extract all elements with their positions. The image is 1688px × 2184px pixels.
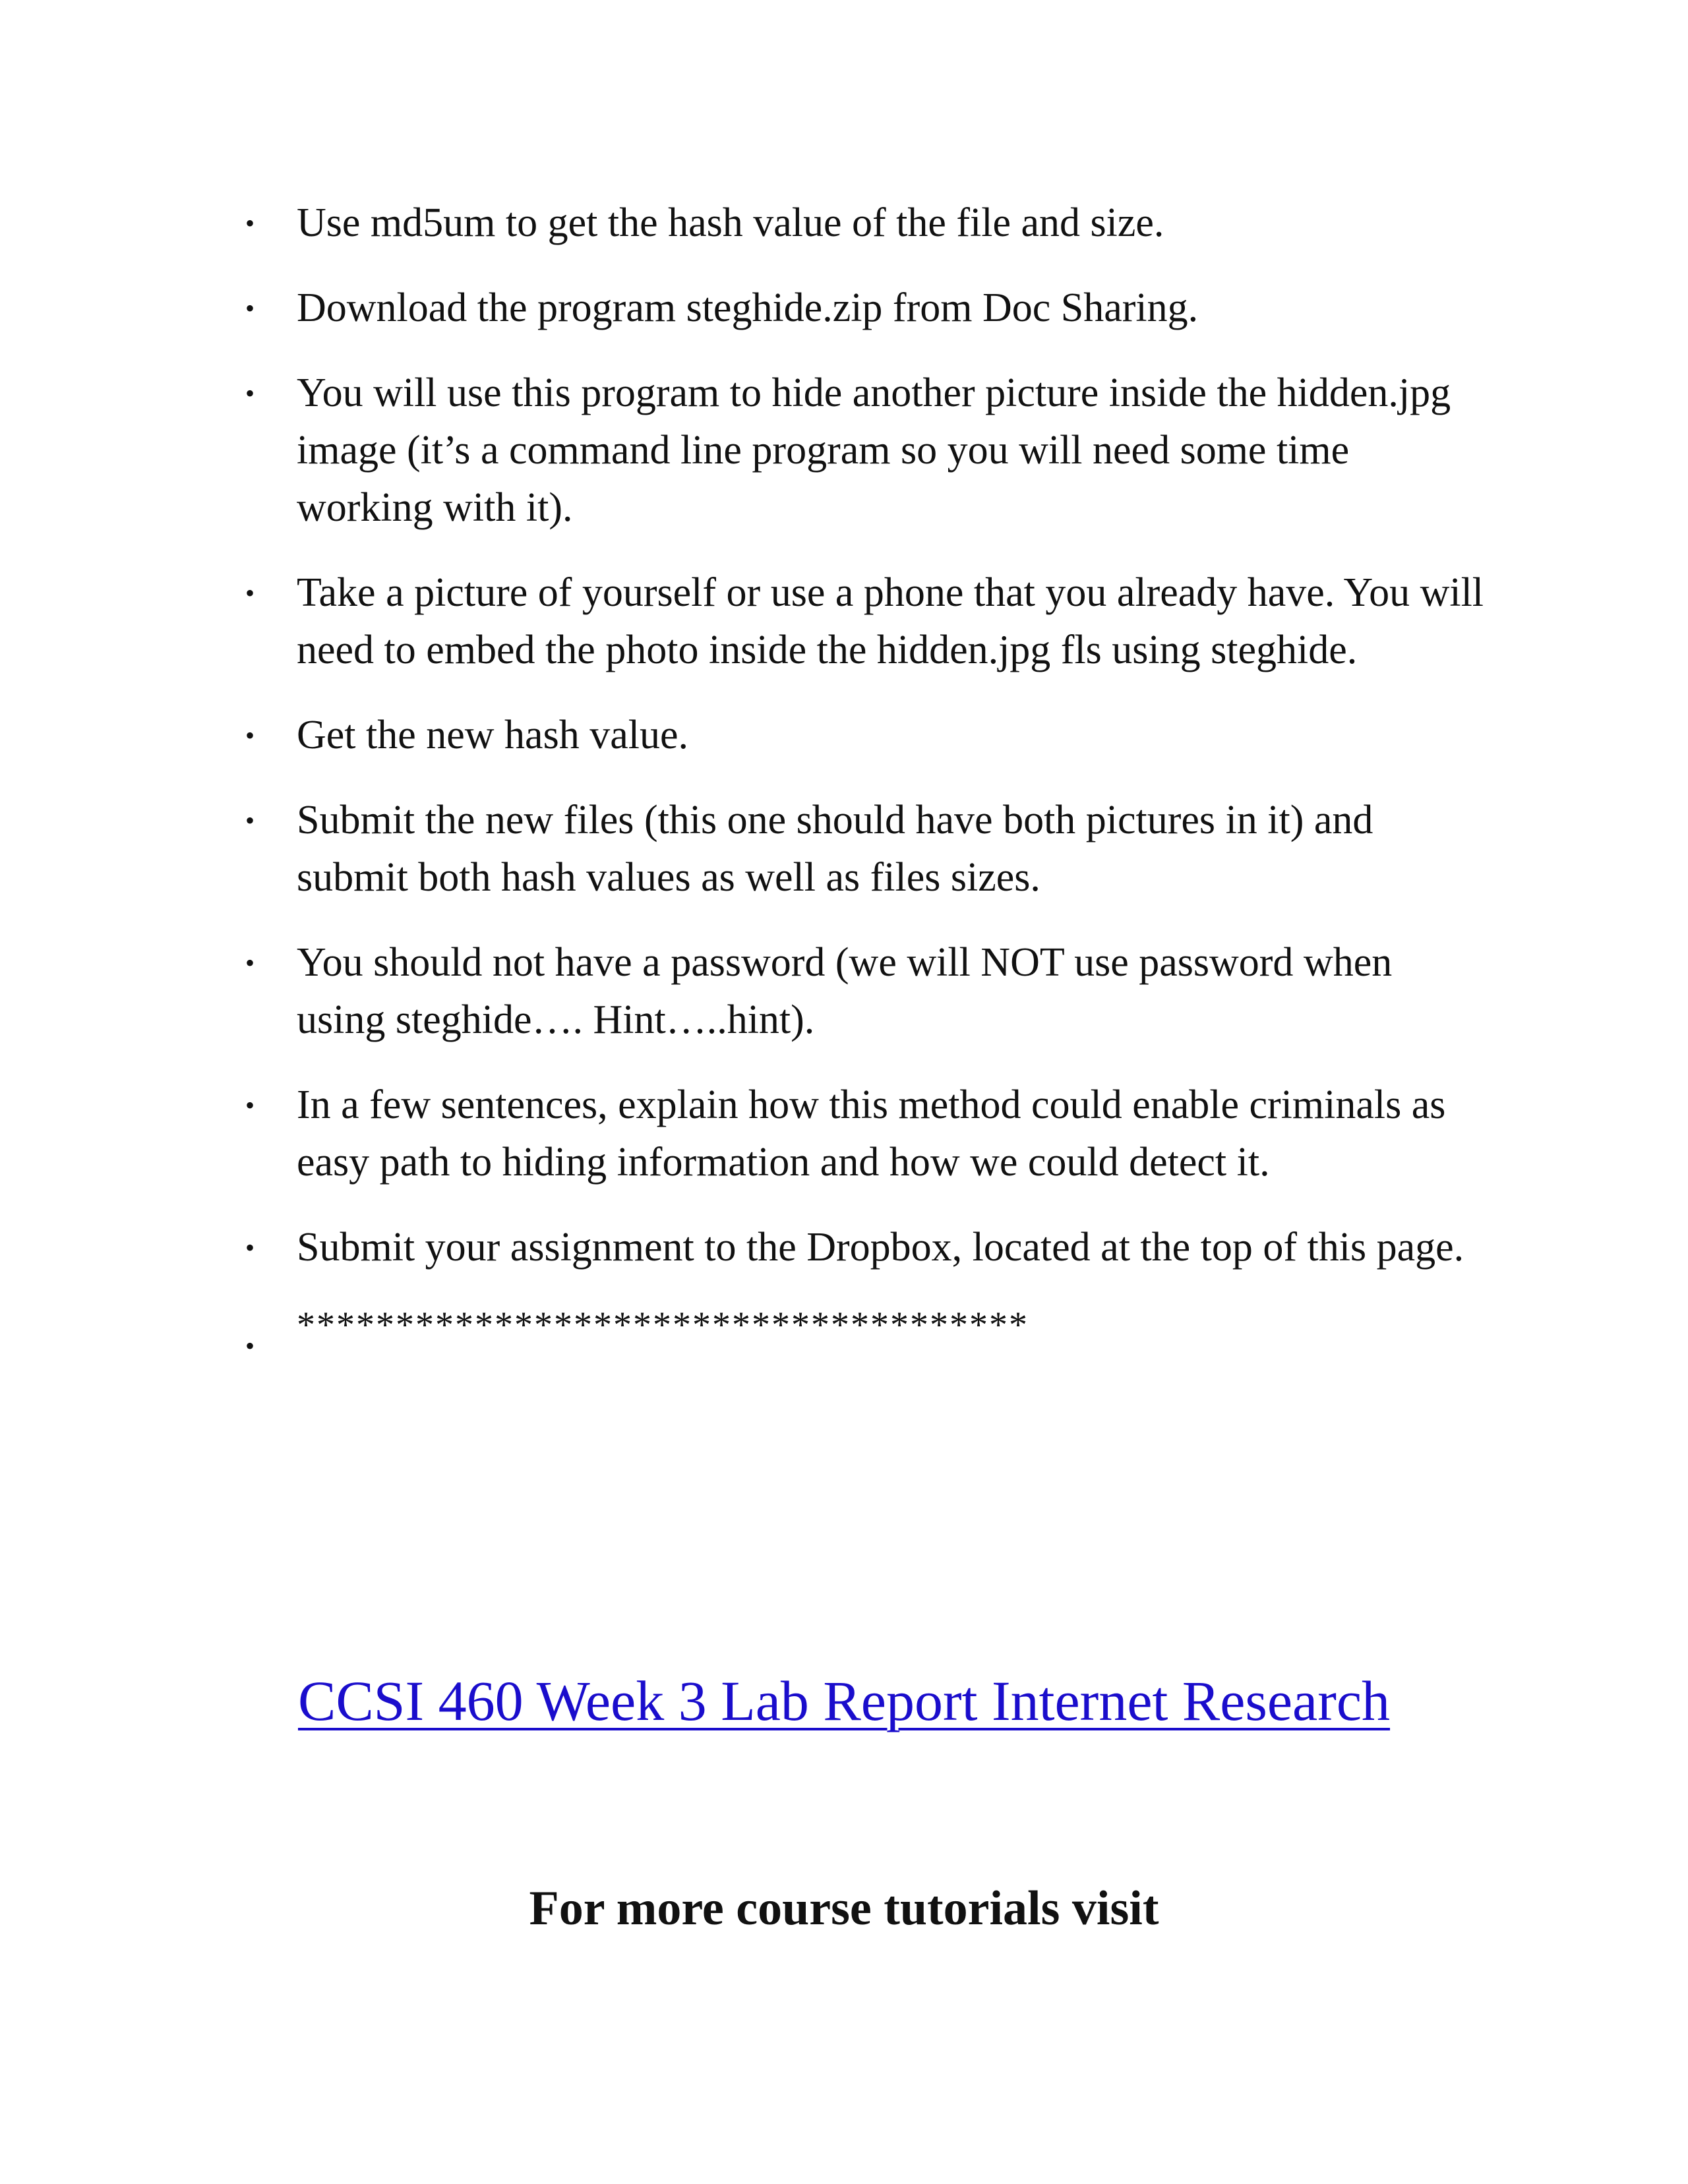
list-item-text: In a few sentences, explain how this method could enable criminals as easy path to hiding information and how we could detect it. [297, 1082, 1446, 1185]
bullet-icon: • [245, 578, 255, 608]
list-item [237, 564, 1490, 679]
bullet-icon: • [245, 378, 255, 408]
list-item-text: Get the new hash value. [297, 713, 688, 757]
bullet-icon: • [245, 721, 255, 750]
list-item [237, 194, 1490, 252]
bullet-icon: • [245, 948, 255, 978]
list-item-text: Submit the new files (this one should have both pictures in it) and submit both hash values as well as files sizes. [297, 798, 1373, 900]
bullet-icon: • [245, 806, 255, 835]
list-item [237, 365, 1490, 537]
footer-note: For more course tutorials visit [529, 1881, 1159, 1935]
list-item [237, 707, 1490, 764]
list-item-text: Submit your assignment to the Dropbox, located at the top of this page. [297, 1225, 1464, 1270]
list-item [237, 1077, 1490, 1191]
list-item [237, 1219, 1490, 1276]
bullet-icon: • [245, 208, 255, 238]
list-item-text: Use md5um to get the hash value of the file and size. [297, 200, 1164, 245]
instruction-list [237, 194, 1490, 1372]
course-link[interactable]: CCSI 460 Week 3 Lab Report Internet Research [297, 1669, 1391, 1732]
list-item [237, 280, 1490, 337]
bullet-icon: • [245, 1233, 255, 1262]
list-item-text: Take a picture of yourself or use a phone that you already have. You will need to embed the photo inside the hidden.jpg fls using steghide. [297, 570, 1484, 672]
asterisk-separator: ************************************* [297, 1305, 1029, 1345]
bullet-icon: • [245, 1331, 255, 1361]
bullet-icon: • [245, 293, 255, 323]
separator-list-item [237, 1304, 1490, 1361]
list-item-text: You will use this program to hide another picture inside the hidden.jpg image (it’s a command line program so you will need some time working with it). [297, 370, 1451, 530]
list-item [237, 934, 1490, 1049]
list-item-text: You should not have a password (we will NOT use password when using steghide…. Hint…..hint). [297, 940, 1393, 1042]
list-item [237, 792, 1490, 906]
list-item-text: Download the program steghide.zip from Doc Sharing. [297, 285, 1199, 330]
bullet-icon: • [245, 1090, 255, 1120]
